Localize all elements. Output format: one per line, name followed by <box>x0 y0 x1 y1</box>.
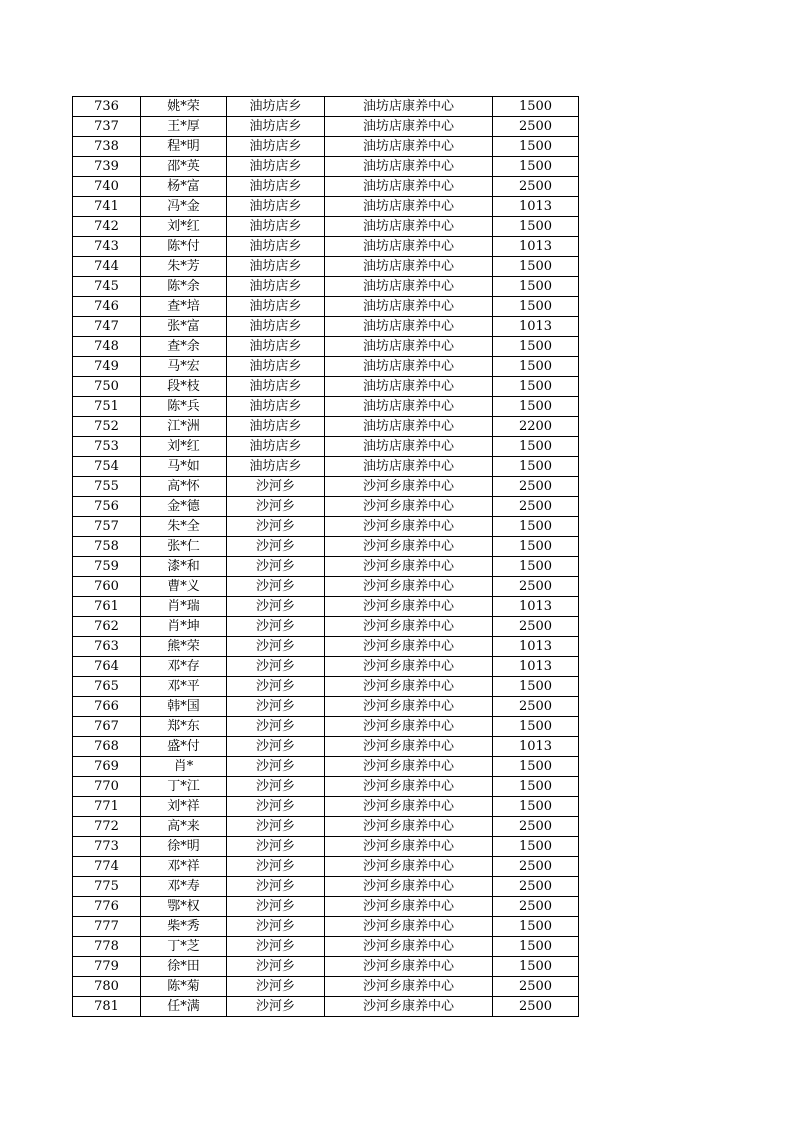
table-row <box>73 657 579 677</box>
care-center-cell: 沙河乡康养中心 <box>325 877 493 897</box>
amount-cell: 1500 <box>493 337 579 357</box>
person-name-cell: 陈*付 <box>141 237 227 257</box>
records-table <box>72 96 579 1017</box>
care-center-cell: 沙河乡康养中心 <box>325 517 493 537</box>
person-name-cell: 刘*红 <box>141 217 227 237</box>
row-number-cell: 758 <box>73 537 141 557</box>
township-cell: 油坊店乡 <box>227 117 325 137</box>
person-name-cell: 姚*荣 <box>141 97 227 117</box>
amount-cell: 2500 <box>493 857 579 877</box>
amount-cell: 1500 <box>493 257 579 277</box>
care-center-cell: 油坊店康养中心 <box>325 337 493 357</box>
person-name-cell: 张*富 <box>141 317 227 337</box>
amount-cell: 1013 <box>493 597 579 617</box>
care-center-cell: 沙河乡康养中心 <box>325 477 493 497</box>
amount-cell: 1500 <box>493 837 579 857</box>
person-name-cell: 肖*瑞 <box>141 597 227 617</box>
care-center-cell: 沙河乡康养中心 <box>325 497 493 517</box>
care-center-cell: 沙河乡康养中心 <box>325 957 493 977</box>
care-center-cell: 油坊店康养中心 <box>325 417 493 437</box>
person-name-cell: 丁*江 <box>141 777 227 797</box>
row-number-cell: 740 <box>73 177 141 197</box>
amount-cell: 2500 <box>493 897 579 917</box>
care-center-cell: 油坊店康养中心 <box>325 117 493 137</box>
care-center-cell: 油坊店康养中心 <box>325 257 493 277</box>
table-row <box>73 557 579 577</box>
table-row <box>73 637 579 657</box>
table-row <box>73 937 579 957</box>
row-number-cell: 741 <box>73 197 141 217</box>
person-name-cell: 柴*秀 <box>141 917 227 937</box>
person-name-cell: 查*培 <box>141 297 227 317</box>
row-number-cell: 746 <box>73 297 141 317</box>
amount-cell: 2500 <box>493 497 579 517</box>
township-cell: 沙河乡 <box>227 957 325 977</box>
person-name-cell: 徐*田 <box>141 957 227 977</box>
table-row <box>73 797 579 817</box>
township-cell: 沙河乡 <box>227 517 325 537</box>
township-cell: 油坊店乡 <box>227 237 325 257</box>
township-cell: 沙河乡 <box>227 717 325 737</box>
person-name-cell: 邓*祥 <box>141 857 227 877</box>
amount-cell: 1500 <box>493 277 579 297</box>
amount-cell: 1500 <box>493 537 579 557</box>
amount-cell: 1500 <box>493 137 579 157</box>
row-number-cell: 766 <box>73 697 141 717</box>
township-cell: 沙河乡 <box>227 937 325 957</box>
table-row <box>73 177 579 197</box>
person-name-cell: 徐*明 <box>141 837 227 857</box>
table-row <box>73 217 579 237</box>
person-name-cell: 鄂*权 <box>141 897 227 917</box>
amount-cell: 1500 <box>493 457 579 477</box>
person-name-cell: 韩*国 <box>141 697 227 717</box>
table-row <box>73 317 579 337</box>
row-number-cell: 769 <box>73 757 141 777</box>
amount-cell: 1500 <box>493 297 579 317</box>
row-number-cell: 743 <box>73 237 141 257</box>
row-number-cell: 754 <box>73 457 141 477</box>
row-number-cell: 742 <box>73 217 141 237</box>
amount-cell: 1500 <box>493 217 579 237</box>
person-name-cell: 任*满 <box>141 997 227 1017</box>
amount-cell: 1500 <box>493 917 579 937</box>
care-center-cell: 油坊店康养中心 <box>325 97 493 117</box>
amount-cell: 2500 <box>493 817 579 837</box>
township-cell: 油坊店乡 <box>227 337 325 357</box>
care-center-cell: 油坊店康养中心 <box>325 457 493 477</box>
township-cell: 沙河乡 <box>227 817 325 837</box>
care-center-cell: 沙河乡康养中心 <box>325 697 493 717</box>
row-number-cell: 737 <box>73 117 141 137</box>
table-row <box>73 197 579 217</box>
amount-cell: 2200 <box>493 417 579 437</box>
row-number-cell: 767 <box>73 717 141 737</box>
care-center-cell: 沙河乡康养中心 <box>325 917 493 937</box>
records-body <box>73 97 579 1017</box>
person-name-cell: 高*怀 <box>141 477 227 497</box>
table-row <box>73 457 579 477</box>
township-cell: 沙河乡 <box>227 677 325 697</box>
table-row <box>73 397 579 417</box>
table-row <box>73 677 579 697</box>
amount-cell: 1013 <box>493 237 579 257</box>
care-center-cell: 沙河乡康养中心 <box>325 997 493 1017</box>
table-row <box>73 817 579 837</box>
person-name-cell: 王*厚 <box>141 117 227 137</box>
township-cell: 油坊店乡 <box>227 97 325 117</box>
table-row <box>73 237 579 257</box>
person-name-cell: 查*余 <box>141 337 227 357</box>
amount-cell: 2500 <box>493 877 579 897</box>
amount-cell: 1500 <box>493 557 579 577</box>
row-number-cell: 749 <box>73 357 141 377</box>
township-cell: 沙河乡 <box>227 897 325 917</box>
row-number-cell: 757 <box>73 517 141 537</box>
township-cell: 沙河乡 <box>227 737 325 757</box>
amount-cell: 1500 <box>493 677 579 697</box>
care-center-cell: 沙河乡康养中心 <box>325 637 493 657</box>
care-center-cell: 油坊店康养中心 <box>325 177 493 197</box>
amount-cell: 1013 <box>493 737 579 757</box>
care-center-cell: 油坊店康养中心 <box>325 277 493 297</box>
person-name-cell: 丁*芝 <box>141 937 227 957</box>
person-name-cell: 陈*菊 <box>141 977 227 997</box>
care-center-cell: 沙河乡康养中心 <box>325 797 493 817</box>
township-cell: 沙河乡 <box>227 757 325 777</box>
person-name-cell: 朱*全 <box>141 517 227 537</box>
row-number-cell: 739 <box>73 157 141 177</box>
township-cell: 油坊店乡 <box>227 257 325 277</box>
person-name-cell: 肖*坤 <box>141 617 227 637</box>
care-center-cell: 油坊店康养中心 <box>325 397 493 417</box>
amount-cell: 1500 <box>493 717 579 737</box>
amount-cell: 1500 <box>493 957 579 977</box>
amount-cell: 1013 <box>493 657 579 677</box>
amount-cell: 1500 <box>493 397 579 417</box>
row-number-cell: 751 <box>73 397 141 417</box>
township-cell: 油坊店乡 <box>227 277 325 297</box>
care-center-cell: 沙河乡康养中心 <box>325 777 493 797</box>
amount-cell: 1500 <box>493 777 579 797</box>
table-row <box>73 277 579 297</box>
amount-cell: 1500 <box>493 517 579 537</box>
row-number-cell: 762 <box>73 617 141 637</box>
person-name-cell: 江*洲 <box>141 417 227 437</box>
care-center-cell: 沙河乡康养中心 <box>325 677 493 697</box>
township-cell: 沙河乡 <box>227 577 325 597</box>
person-name-cell: 程*明 <box>141 137 227 157</box>
care-center-cell: 沙河乡康养中心 <box>325 557 493 577</box>
care-center-cell: 沙河乡康养中心 <box>325 757 493 777</box>
person-name-cell: 邓*平 <box>141 677 227 697</box>
row-number-cell: 774 <box>73 857 141 877</box>
care-center-cell: 油坊店康养中心 <box>325 237 493 257</box>
table-row <box>73 877 579 897</box>
table-row <box>73 497 579 517</box>
care-center-cell: 油坊店康养中心 <box>325 377 493 397</box>
table-row <box>73 117 579 137</box>
care-center-cell: 沙河乡康养中心 <box>325 537 493 557</box>
care-center-cell: 油坊店康养中心 <box>325 297 493 317</box>
person-name-cell: 马*宏 <box>141 357 227 377</box>
township-cell: 油坊店乡 <box>227 357 325 377</box>
amount-cell: 2500 <box>493 697 579 717</box>
township-cell: 油坊店乡 <box>227 457 325 477</box>
table-row <box>73 377 579 397</box>
row-number-cell: 763 <box>73 637 141 657</box>
care-center-cell: 沙河乡康养中心 <box>325 617 493 637</box>
table-row <box>73 337 579 357</box>
table-row <box>73 697 579 717</box>
township-cell: 油坊店乡 <box>227 317 325 337</box>
person-name-cell: 杨*富 <box>141 177 227 197</box>
table-row <box>73 777 579 797</box>
care-center-cell: 油坊店康养中心 <box>325 157 493 177</box>
row-number-cell: 759 <box>73 557 141 577</box>
person-name-cell: 漆*和 <box>141 557 227 577</box>
care-center-cell: 油坊店康养中心 <box>325 357 493 377</box>
township-cell: 沙河乡 <box>227 557 325 577</box>
amount-cell: 1013 <box>493 637 579 657</box>
row-number-cell: 747 <box>73 317 141 337</box>
township-cell: 沙河乡 <box>227 697 325 717</box>
care-center-cell: 沙河乡康养中心 <box>325 857 493 877</box>
township-cell: 油坊店乡 <box>227 377 325 397</box>
person-name-cell: 段*枝 <box>141 377 227 397</box>
care-center-cell: 沙河乡康养中心 <box>325 977 493 997</box>
table-row <box>73 857 579 877</box>
township-cell: 沙河乡 <box>227 877 325 897</box>
row-number-cell: 744 <box>73 257 141 277</box>
row-number-cell: 772 <box>73 817 141 837</box>
care-center-cell: 油坊店康养中心 <box>325 137 493 157</box>
row-number-cell: 775 <box>73 877 141 897</box>
person-name-cell: 金*德 <box>141 497 227 517</box>
table-row <box>73 977 579 997</box>
person-name-cell: 张*仁 <box>141 537 227 557</box>
care-center-cell: 沙河乡康养中心 <box>325 577 493 597</box>
amount-cell: 2500 <box>493 177 579 197</box>
person-name-cell: 盛*付 <box>141 737 227 757</box>
person-name-cell: 朱*芳 <box>141 257 227 277</box>
table-row <box>73 997 579 1017</box>
person-name-cell: 高*来 <box>141 817 227 837</box>
care-center-cell: 沙河乡康养中心 <box>325 717 493 737</box>
row-number-cell: 753 <box>73 437 141 457</box>
table-row <box>73 157 579 177</box>
care-center-cell: 沙河乡康养中心 <box>325 937 493 957</box>
care-center-cell: 沙河乡康养中心 <box>325 597 493 617</box>
person-name-cell: 邵*英 <box>141 157 227 177</box>
care-center-cell: 油坊店康养中心 <box>325 217 493 237</box>
township-cell: 沙河乡 <box>227 797 325 817</box>
person-name-cell: 邓*存 <box>141 657 227 677</box>
amount-cell: 2500 <box>493 477 579 497</box>
row-number-cell: 770 <box>73 777 141 797</box>
township-cell: 沙河乡 <box>227 917 325 937</box>
amount-cell: 2500 <box>493 617 579 637</box>
row-number-cell: 778 <box>73 937 141 957</box>
person-name-cell: 冯*金 <box>141 197 227 217</box>
table-row <box>73 737 579 757</box>
amount-cell: 1500 <box>493 757 579 777</box>
table-row <box>73 617 579 637</box>
row-number-cell: 780 <box>73 977 141 997</box>
township-cell: 沙河乡 <box>227 997 325 1017</box>
care-center-cell: 油坊店康养中心 <box>325 437 493 457</box>
row-number-cell: 765 <box>73 677 141 697</box>
township-cell: 油坊店乡 <box>227 197 325 217</box>
care-center-cell: 沙河乡康养中心 <box>325 737 493 757</box>
table-row <box>73 917 579 937</box>
person-name-cell: 陈*兵 <box>141 397 227 417</box>
township-cell: 油坊店乡 <box>227 137 325 157</box>
care-center-cell: 沙河乡康养中心 <box>325 817 493 837</box>
care-center-cell: 沙河乡康养中心 <box>325 837 493 857</box>
table-row <box>73 297 579 317</box>
township-cell: 油坊店乡 <box>227 157 325 177</box>
township-cell: 沙河乡 <box>227 777 325 797</box>
care-center-cell: 沙河乡康养中心 <box>325 657 493 677</box>
table-row <box>73 417 579 437</box>
row-number-cell: 764 <box>73 657 141 677</box>
amount-cell: 1013 <box>493 317 579 337</box>
table-row <box>73 437 579 457</box>
care-center-cell: 沙河乡康养中心 <box>325 897 493 917</box>
amount-cell: 1500 <box>493 797 579 817</box>
table-row <box>73 97 579 117</box>
row-number-cell: 736 <box>73 97 141 117</box>
township-cell: 沙河乡 <box>227 857 325 877</box>
table-row <box>73 577 579 597</box>
township-cell: 沙河乡 <box>227 617 325 637</box>
table-row <box>73 137 579 157</box>
township-cell: 沙河乡 <box>227 657 325 677</box>
row-number-cell: 760 <box>73 577 141 597</box>
township-cell: 油坊店乡 <box>227 297 325 317</box>
amount-cell: 1500 <box>493 157 579 177</box>
township-cell: 沙河乡 <box>227 837 325 857</box>
amount-cell: 2500 <box>493 997 579 1017</box>
amount-cell: 2500 <box>493 577 579 597</box>
table-row <box>73 517 579 537</box>
amount-cell: 1500 <box>493 937 579 957</box>
row-number-cell: 776 <box>73 897 141 917</box>
row-number-cell: 748 <box>73 337 141 357</box>
person-name-cell: 刘*祥 <box>141 797 227 817</box>
township-cell: 沙河乡 <box>227 637 325 657</box>
township-cell: 油坊店乡 <box>227 177 325 197</box>
table-row <box>73 477 579 497</box>
table-row <box>73 357 579 377</box>
care-center-cell: 油坊店康养中心 <box>325 317 493 337</box>
table-row <box>73 597 579 617</box>
row-number-cell: 779 <box>73 957 141 977</box>
row-number-cell: 738 <box>73 137 141 157</box>
person-name-cell: 郑*东 <box>141 717 227 737</box>
row-number-cell: 781 <box>73 997 141 1017</box>
amount-cell: 2500 <box>493 977 579 997</box>
row-number-cell: 750 <box>73 377 141 397</box>
table-row <box>73 897 579 917</box>
row-number-cell: 768 <box>73 737 141 757</box>
table-row <box>73 837 579 857</box>
table-row <box>73 717 579 737</box>
person-name-cell: 刘*红 <box>141 437 227 457</box>
table-row <box>73 957 579 977</box>
amount-cell: 1500 <box>493 437 579 457</box>
person-name-cell: 邓*寿 <box>141 877 227 897</box>
person-name-cell: 肖* <box>141 757 227 777</box>
township-cell: 沙河乡 <box>227 477 325 497</box>
person-name-cell: 马*如 <box>141 457 227 477</box>
township-cell: 油坊店乡 <box>227 217 325 237</box>
row-number-cell: 752 <box>73 417 141 437</box>
amount-cell: 2500 <box>493 117 579 137</box>
row-number-cell: 777 <box>73 917 141 937</box>
row-number-cell: 745 <box>73 277 141 297</box>
row-number-cell: 755 <box>73 477 141 497</box>
township-cell: 沙河乡 <box>227 977 325 997</box>
person-name-cell: 曹*义 <box>141 577 227 597</box>
township-cell: 油坊店乡 <box>227 437 325 457</box>
table-row <box>73 537 579 557</box>
person-name-cell: 陈*余 <box>141 277 227 297</box>
person-name-cell: 熊*荣 <box>141 637 227 657</box>
row-number-cell: 761 <box>73 597 141 617</box>
row-number-cell: 771 <box>73 797 141 817</box>
amount-cell: 1500 <box>493 377 579 397</box>
table-row <box>73 757 579 777</box>
row-number-cell: 756 <box>73 497 141 517</box>
township-cell: 油坊店乡 <box>227 397 325 417</box>
township-cell: 沙河乡 <box>227 537 325 557</box>
amount-cell: 1500 <box>493 357 579 377</box>
row-number-cell: 773 <box>73 837 141 857</box>
table-row <box>73 257 579 277</box>
amount-cell: 1013 <box>493 197 579 217</box>
township-cell: 油坊店乡 <box>227 417 325 437</box>
township-cell: 沙河乡 <box>227 497 325 517</box>
care-center-cell: 油坊店康养中心 <box>325 197 493 217</box>
amount-cell: 1500 <box>493 97 579 117</box>
township-cell: 沙河乡 <box>227 597 325 617</box>
